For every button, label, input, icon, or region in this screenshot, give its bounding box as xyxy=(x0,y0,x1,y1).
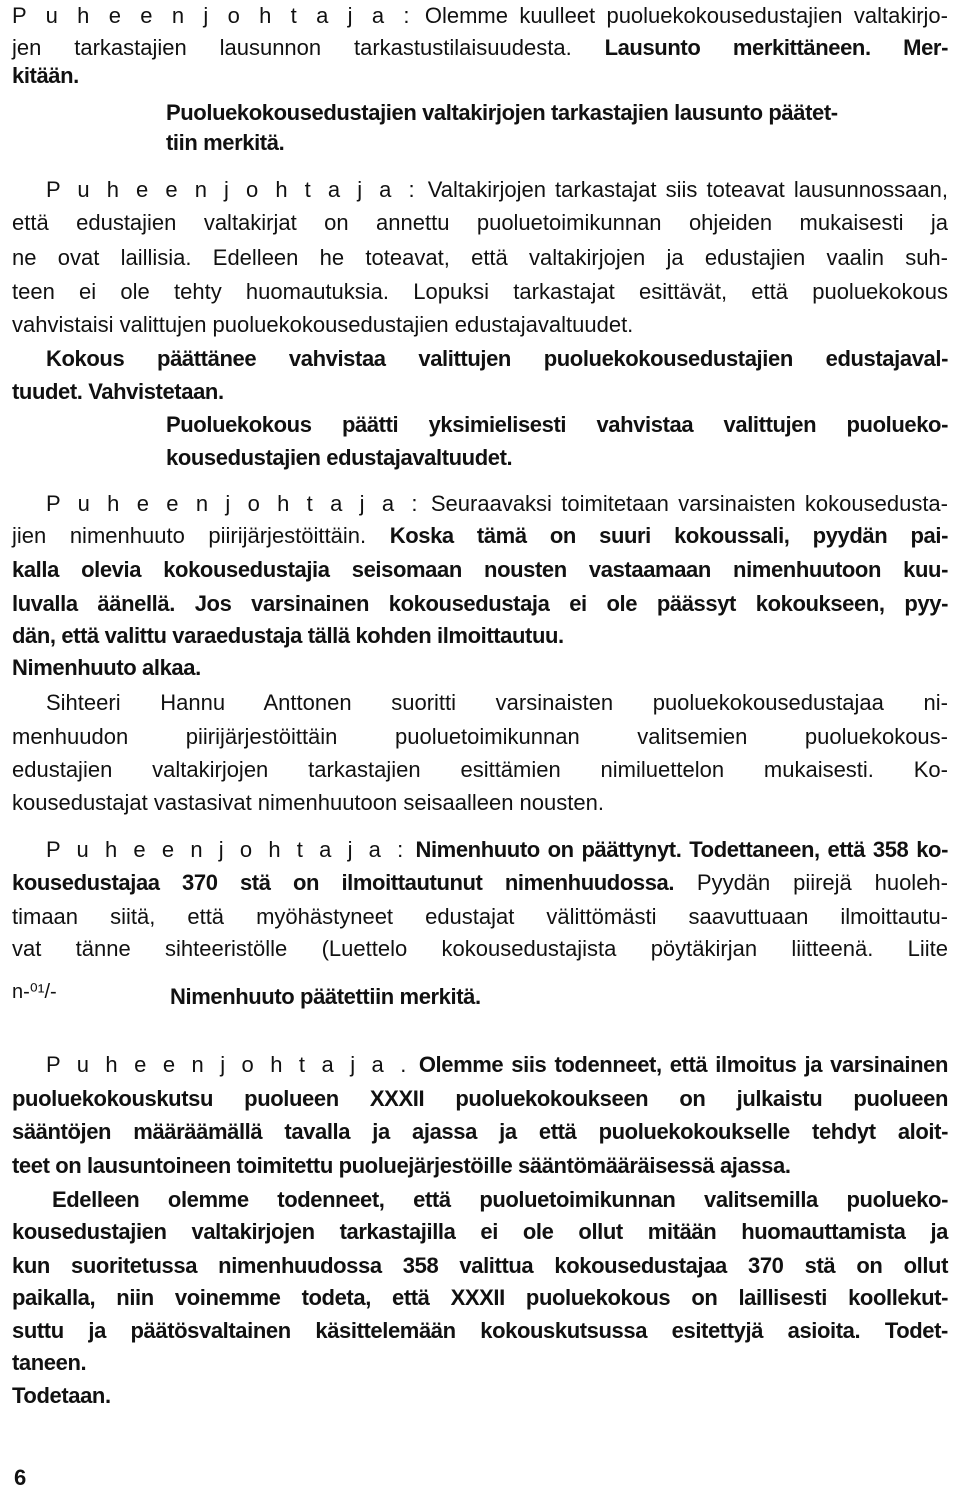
p6-line-3: sääntöjen määräämällä tavalla ja ajassa ja että puoluekokoukselle tehdyt aloit- xyxy=(12,1119,948,1144)
p7-line-7: Todetaan. xyxy=(12,1383,111,1408)
p1-resolution-1: Puoluekokousedustajien valtakirjojen tarkastajien lausunto päätet- xyxy=(166,100,838,125)
p7-line-6: taneen. xyxy=(12,1350,87,1375)
p3-line-1 xyxy=(46,490,948,518)
p6-line-1 xyxy=(46,1051,948,1079)
speaker-label: P u h e e n j o h t a j a : xyxy=(12,3,414,28)
p5-text-1: Nimenhuuto on päättynyt. Todettaneen, että 358 ko- xyxy=(415,837,948,862)
p3-text-1: Seuraavaksi toimitetaan varsinaisten kokousedusta- xyxy=(430,491,948,516)
p3-bold-4: Nimenhuuto alkaa. xyxy=(12,655,201,680)
p6-line-2: puoluekokouskutsu puolueen XXXII puoluekokoukseen on julkaistu puolueen xyxy=(12,1086,948,1111)
attachment-number: n-⁰¹/- xyxy=(12,981,57,1003)
p7-line-2: kousedustajien valtakirjojen tarkastajilla ei ole ollut mitään huomauttamista ja xyxy=(12,1219,948,1244)
speaker-label: P u h e e n j o h t a j a : xyxy=(46,177,419,202)
p7-line-1: Edelleen olemme todenneet, että puoluetoimikunnan valitsemilla puolueko- xyxy=(52,1187,948,1212)
p2-bold-1: Kokous päättänee vahvistaa valittujen puoluekokousedustajien edustajaval- xyxy=(46,346,948,371)
p6-text-1: Olemme siis todenneet, että ilmoitus ja varsinainen xyxy=(418,1052,948,1077)
p3-line-2 xyxy=(12,522,948,550)
p3-bold-2: luvalla äänellä. Jos varsinainen kokousedustaja ei ole päässyt kokoukseen, pyy- xyxy=(12,591,948,616)
p1-line-1 xyxy=(12,2,948,30)
speaker-label: P u h e e n j o h t a j a : xyxy=(46,491,422,516)
p2-line-2: että edustajien valtakirjat on annettu puoluetoimikunnan ohjeiden mukaisesti ja xyxy=(12,210,948,235)
p2-line-4: teen ei ole tehty huomautuksia. Lopuksi tarkastajat esittävät, että puoluekokous xyxy=(12,279,948,304)
p3-bold-3: dän, että valittu varaedustaja tällä kohden ilmoittautuu. xyxy=(12,623,564,648)
p5-line-1 xyxy=(46,836,948,864)
speaker-label: P u h e e n j o h t a j a . xyxy=(46,1052,411,1077)
p7-line-3: kun suoritetussa nimenhuudossa 358 valittua kokousedustajaa 370 stä on ollut xyxy=(12,1253,948,1278)
p2-bold-2: tuudet. Vahvistetaan. xyxy=(12,379,224,404)
p3-bold-1: kalla olevia kokousedustajia seisomaan nousten vastaamaan nimenhuutoon kuu- xyxy=(12,557,948,582)
p1-resolution-2: tiin merkitä. xyxy=(166,130,285,155)
p5-line-2 xyxy=(12,869,948,897)
p4-line-1: Sihteeri Hannu Anttonen suoritti varsinaisten puoluekokousedustajaa ni- xyxy=(46,690,948,715)
p1-text-2a: jen tarkastajien lausunnon tarkastustilaisuudesta. xyxy=(12,35,572,60)
p2-text-1: Valtakirjojen tarkastajat siis toteavat lausunnossaan, xyxy=(427,177,949,202)
p4-line-2: menhuudon piirijärjestöittäin puoluetoimikunnan valitsemien puoluekokous- xyxy=(12,724,948,749)
p4-line-4: kousedustajat vastasivat nimenhuutoon seisaalleen nousten. xyxy=(12,790,604,815)
p2-resolution-1: Puoluekokous päätti yksimielisesti vahvistaa valittujen puolueko- xyxy=(166,412,948,437)
p3-text-2a: jien nimenhuuto piirijärjestöittäin. xyxy=(12,523,367,548)
p5-text-2b: Pyydän piirejä huoleh- xyxy=(696,870,948,895)
p1-line-2 xyxy=(12,34,948,62)
p3-text-2b: Koska tämä on suuri kokoussali, pyydän pai- xyxy=(389,523,948,548)
speaker-label: P u h e e n j o h t a j a : xyxy=(46,837,408,862)
p1-line-3: kitään. xyxy=(12,63,79,88)
p1-text-2b: Lausunto merkittäneen. Mer- xyxy=(604,35,948,60)
p5-resolution: Nimenhuuto päätettiin merkitä. xyxy=(170,984,481,1009)
p7-line-4: paikalla, niin voinemme todeta, että XXXII puoluekokous on laillisesti koollekut- xyxy=(12,1285,948,1310)
p7-line-5: suttu ja päätösvaltainen käsittelemään kokouskutsussa esitettyjä asioita. Todet- xyxy=(12,1318,948,1343)
page-number: 6 xyxy=(14,1465,27,1490)
p5-text-2a: kousedustajaa 370 stä on ilmoittautunut nimenhuudossa. xyxy=(12,870,675,895)
p1-text-1: Olemme kuulleet puoluekokousedustajien valtakirjo- xyxy=(424,3,948,28)
p2-resolution-2: kousedustajien edustajavaltuudet. xyxy=(166,445,513,470)
p4-line-3: edustajien valtakirjojen tarkastajien esittämien nimiluettelon mukaisesti. Ko- xyxy=(12,757,948,782)
p2-line-5: vahvistaisi valittujen puoluekokousedustajien edustajavaltuudet. xyxy=(12,312,634,337)
p2-line-3: ne ovat laillisia. Edelleen he toteavat, että valtakirjojen ja edustajien vaalin suh- xyxy=(12,245,948,270)
p6-line-4: teet on lausuntoineen toimitettu puoluejärjestöille sääntömääräisessä ajassa. xyxy=(12,1153,791,1178)
p5-line-3: timaan siitä, että myöhästyneet edustajat välittömästi saavuttuaan ilmoittautu- xyxy=(12,904,948,929)
p2-line-1 xyxy=(46,176,948,204)
p5-line-4: vat tänne sihteeristölle (Luettelo kokousedustajista pöytäkirjan liitteenä. Liite xyxy=(12,936,948,961)
